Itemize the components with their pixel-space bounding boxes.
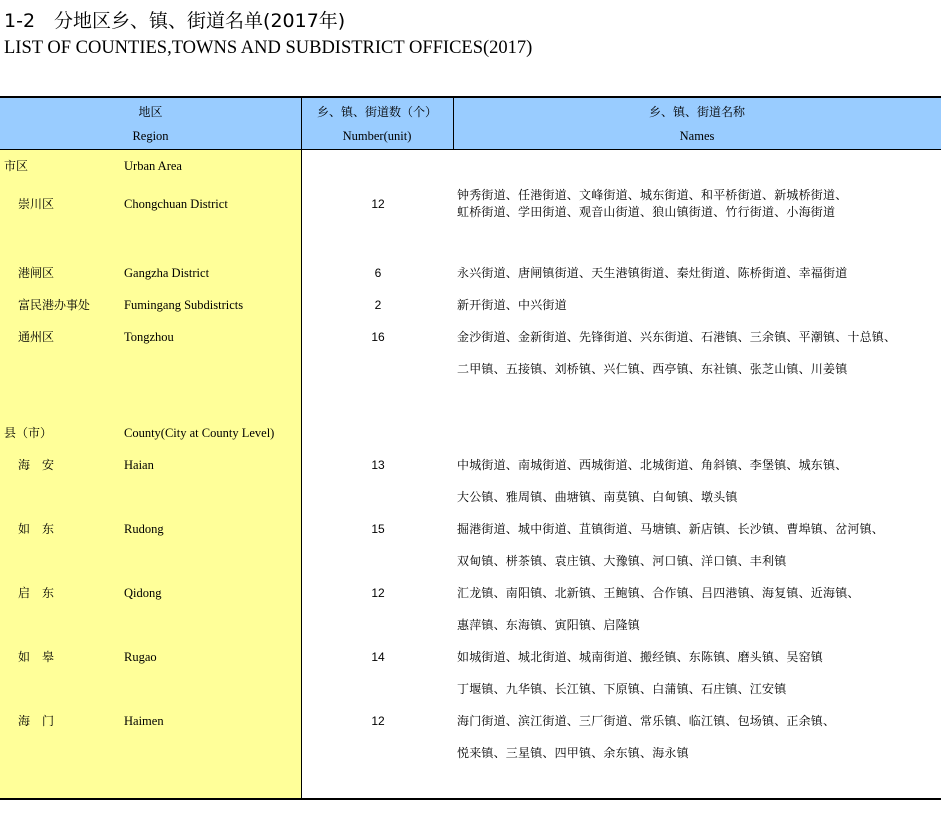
region-name-cn: 县（市）	[4, 426, 53, 440]
region-name-en: Haian	[124, 458, 154, 472]
region-name-en: Qidong	[124, 586, 162, 600]
names-line: 海门街道、滨江街道、三厂街道、常乐镇、临江镇、包场镇、正余镇、	[457, 714, 836, 728]
region-name-en: Fumingang Subdistricts	[124, 298, 244, 312]
names-line: 如城街道、城北街道、城南街道、搬经镇、东陈镇、磨头镇、吴窑镇	[457, 650, 824, 664]
unit-count: 15	[371, 522, 385, 536]
region-name-en: Haimen	[124, 714, 164, 728]
unit-count: 6	[374, 266, 382, 280]
names-line: 丁堰镇、九华镇、长江镇、下原镇、白蒲镇、石庄镇、江安镇	[457, 682, 787, 696]
region-name-en: County(City at County Level)	[124, 426, 275, 440]
unit-count: 16	[371, 330, 385, 344]
names-line: 大公镇、雅周镇、曲塘镇、南莫镇、白甸镇、墩头镇	[457, 490, 738, 504]
unit-count: 12	[371, 714, 385, 728]
header-number-cn: 乡、镇、街道数（个）	[316, 105, 437, 119]
title-chinese: 1-2 分地区乡、镇、街道名单(2017年)	[4, 10, 346, 32]
column-divider	[301, 98, 302, 799]
region-name-en: Rudong	[124, 522, 164, 536]
header-names-cn: 乡、镇、街道名称	[648, 105, 745, 119]
region-name-cn: 如 皋	[18, 650, 55, 664]
title-english: LIST OF COUNTIES,TOWNS AND SUBDISTRICT OFFICES(2017)	[4, 38, 533, 58]
header-region-en: Region	[132, 129, 169, 143]
region-name-cn: 崇川区	[18, 197, 55, 211]
names-line: 二甲镇、五接镇、刘桥镇、兴仁镇、西亭镇、东社镇、张芝山镇、川姜镇	[457, 362, 848, 376]
region-name-cn: 海 安	[18, 458, 55, 472]
region-name-cn: 通州区	[18, 330, 55, 344]
unit-count: 12	[371, 586, 385, 600]
unit-count: 12	[371, 197, 385, 211]
region-name-cn: 市区	[4, 159, 29, 173]
header-number-en: Number(unit)	[342, 129, 412, 143]
region-name-en: Urban Area	[124, 159, 182, 173]
header-region-cn: 地区	[138, 105, 163, 119]
unit-count: 13	[371, 458, 385, 472]
region-name-cn: 海 门	[18, 714, 55, 728]
names-line: 双甸镇、栟茶镇、袁庄镇、大豫镇、河口镇、洋口镇、丰利镇	[457, 554, 787, 568]
region-name-en: Rugao	[124, 650, 157, 664]
names-line: 虹桥街道、学田街道、观音山街道、狼山镇街道、竹行街道、小海街道	[457, 205, 836, 219]
names-line: 惠萍镇、东海镇、寅阳镇、启隆镇	[457, 618, 641, 632]
names-line: 金沙街道、金新街道、先锋街道、兴东街道、石港镇、三余镇、平潮镇、十总镇、	[457, 330, 897, 344]
region-name-en: Gangzha District	[124, 266, 210, 280]
names-line: 中城街道、南城街道、西城街道、北城街道、角斜镇、李堡镇、城东镇、	[457, 458, 848, 472]
region-name-en: Chongchuan District	[124, 197, 228, 211]
names-line: 悦来镇、三星镇、四甲镇、余东镇、海永镇	[457, 746, 689, 760]
region-name-cn: 港闸区	[18, 266, 55, 280]
unit-count: 14	[371, 650, 385, 664]
names-line: 汇龙镇、南阳镇、北新镇、王鲍镇、合作镇、吕四港镇、海复镇、近海镇、	[457, 586, 860, 600]
region-column-background	[0, 150, 301, 799]
region-name-cn: 启 东	[18, 586, 55, 600]
table-bottom-rule	[0, 798, 941, 800]
names-line: 新开街道、中兴街道	[457, 298, 567, 312]
region-name-cn: 富民港办事处	[18, 298, 91, 312]
region-name-en: Tongzhou	[124, 330, 174, 344]
unit-count: 2	[374, 298, 382, 312]
region-name-cn: 如 东	[18, 522, 55, 536]
names-line: 掘港街道、城中街道、苴镇街道、马塘镇、新店镇、长沙镇、曹埠镇、岔河镇、	[457, 522, 885, 536]
names-line: 钟秀街道、任港街道、文峰街道、城东街道、和平桥街道、新城桥街道、	[457, 188, 848, 202]
header-names-en: Names	[679, 129, 715, 143]
names-line: 永兴街道、唐闸镇街道、天生港镇街道、秦灶街道、陈桥街道、幸福街道	[457, 266, 848, 280]
